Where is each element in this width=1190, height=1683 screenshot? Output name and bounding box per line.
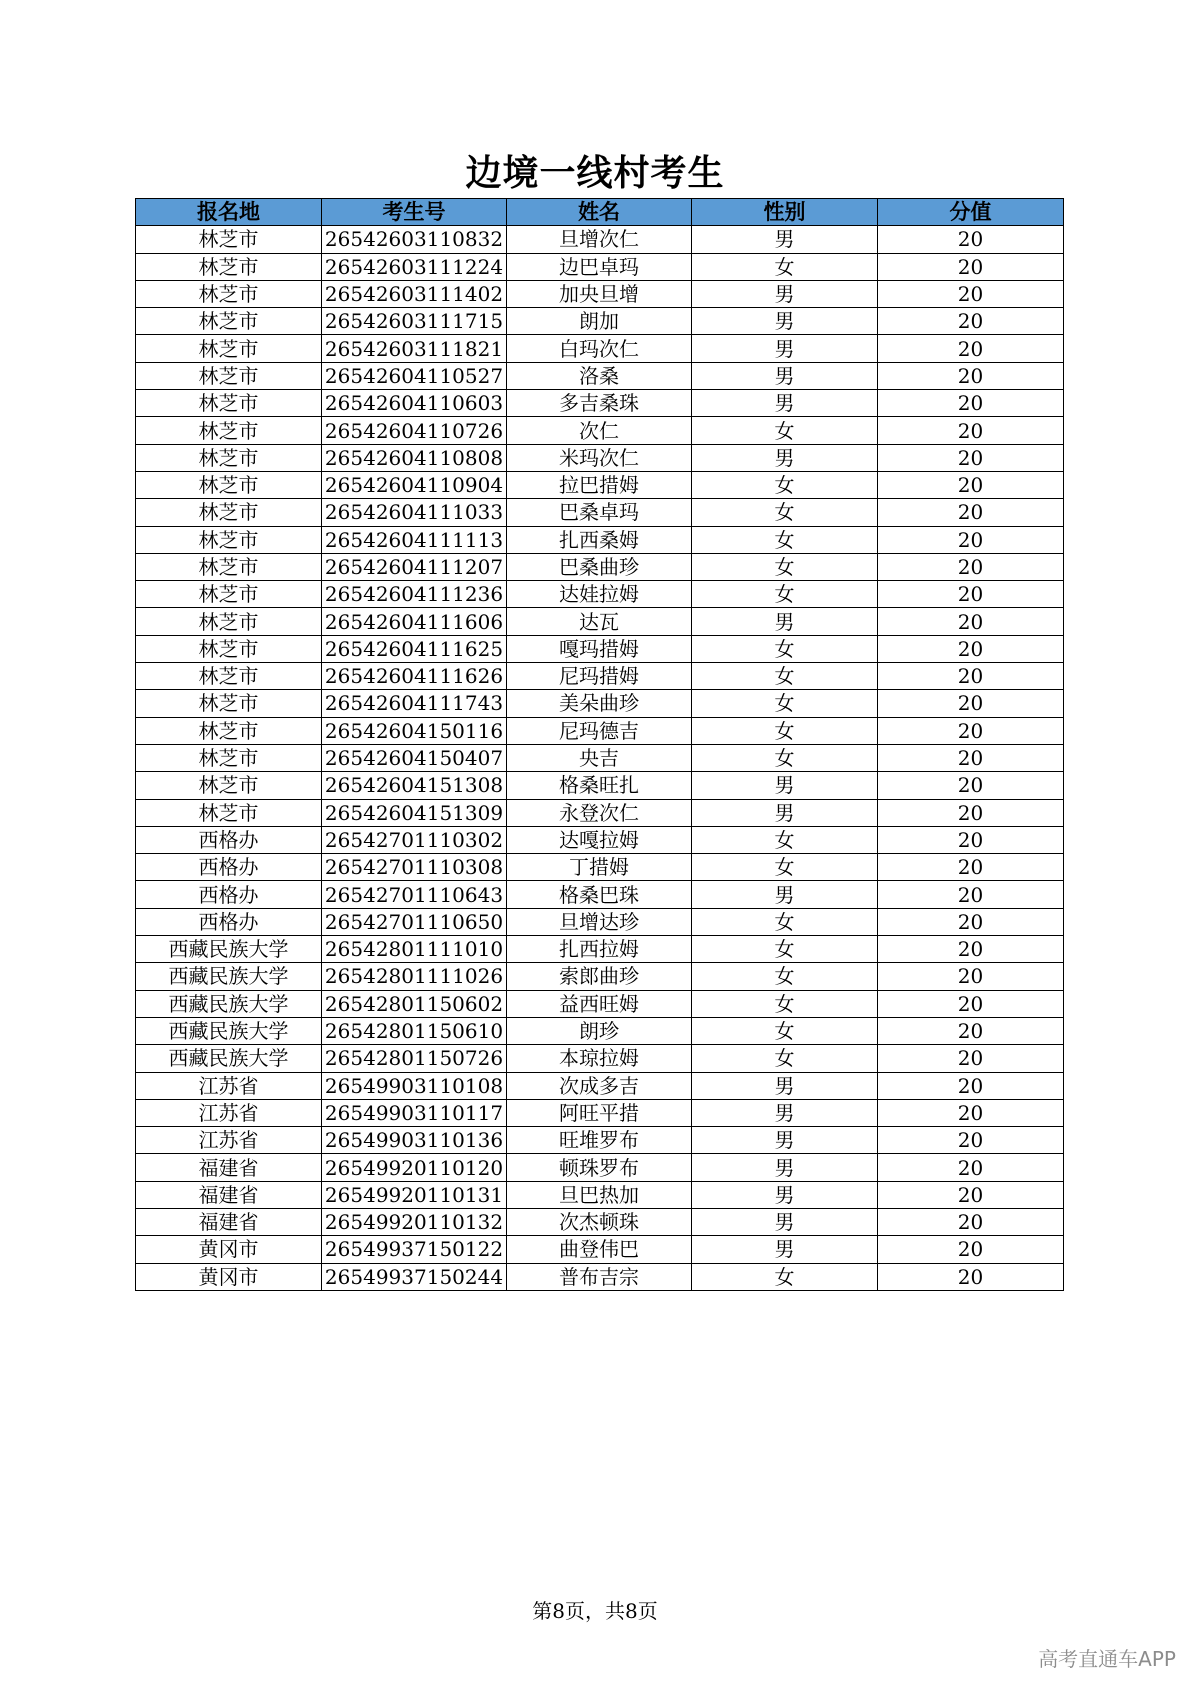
cell-gender: 女 [692,936,878,963]
table-row [136,826,1064,853]
cell-score: 20 [878,362,1064,389]
table-row [136,936,1064,963]
cell-registration-place: 福建省 [136,1181,322,1208]
table-row [136,1099,1064,1126]
cell-candidate-number: 26542604110904 [322,471,507,498]
cell-registration-place: 林芝市 [136,444,322,471]
table-row [136,963,1064,990]
cell-gender: 男 [692,608,878,635]
table-row [136,226,1064,253]
cell-registration-place: 林芝市 [136,581,322,608]
cell-name: 达嘎拉姆 [507,826,692,853]
cell-score: 20 [878,308,1064,335]
cell-gender: 女 [692,253,878,280]
cell-candidate-number: 26542701110308 [322,854,507,881]
table-row [136,608,1064,635]
cell-name: 本琼拉姆 [507,1045,692,1072]
cell-registration-place: 林芝市 [136,717,322,744]
cell-gender: 男 [692,280,878,307]
cell-name: 旦巴热加 [507,1181,692,1208]
cell-score: 20 [878,471,1064,498]
cell-gender: 女 [692,663,878,690]
cell-name: 尼玛德吉 [507,717,692,744]
table-row [136,1127,1064,1154]
cell-name: 达瓦 [507,608,692,635]
cell-candidate-number: 26542604111625 [322,635,507,662]
cell-gender: 男 [692,308,878,335]
cell-registration-place: 西藏民族大学 [136,963,322,990]
cell-registration-place: 林芝市 [136,772,322,799]
cell-registration-place: 林芝市 [136,280,322,307]
table-row [136,444,1064,471]
cell-score: 20 [878,717,1064,744]
cell-candidate-number: 26549920110120 [322,1154,507,1181]
cell-name: 朗珍 [507,1017,692,1044]
cell-score: 20 [878,936,1064,963]
cell-registration-place: 西格办 [136,908,322,935]
cell-name: 尼玛措姆 [507,663,692,690]
cell-registration-place: 黄冈市 [136,1236,322,1263]
cell-score: 20 [878,526,1064,553]
cell-score: 20 [878,444,1064,471]
cell-candidate-number: 26542603111715 [322,308,507,335]
cell-score: 20 [878,608,1064,635]
cell-score: 20 [878,226,1064,253]
cell-name: 格桑巴珠 [507,881,692,908]
cell-candidate-number: 26542604111033 [322,499,507,526]
cell-gender: 男 [692,799,878,826]
table-row [136,280,1064,307]
cell-candidate-number: 26542604111236 [322,581,507,608]
cell-gender: 男 [692,444,878,471]
cell-candidate-number: 26542604110808 [322,444,507,471]
cell-score: 20 [878,499,1064,526]
cell-gender: 女 [692,417,878,444]
cell-name: 次成多吉 [507,1072,692,1099]
cell-gender: 男 [692,1072,878,1099]
cell-name: 普布吉宗 [507,1263,692,1290]
table-row [136,908,1064,935]
cell-name: 格桑旺扎 [507,772,692,799]
page-title: 边境一线村考生 [465,152,725,194]
cell-name: 旦增次仁 [507,226,692,253]
table-row [136,663,1064,690]
cell-score: 20 [878,1208,1064,1235]
table-row [136,881,1064,908]
cell-gender: 女 [692,1045,878,1072]
cell-candidate-number: 26542604110603 [322,390,507,417]
cell-candidate-number: 26542604111207 [322,553,507,580]
cell-gender: 男 [692,226,878,253]
cell-name: 巴桑曲珍 [507,553,692,580]
table-row [136,1181,1064,1208]
cell-name: 阿旺平措 [507,1099,692,1126]
cell-gender: 男 [692,881,878,908]
cell-name: 央吉 [507,744,692,771]
table-row [136,526,1064,553]
cell-candidate-number: 26542604110527 [322,362,507,389]
cell-registration-place: 林芝市 [136,335,322,362]
table-row [136,390,1064,417]
cell-gender: 女 [692,990,878,1017]
cell-name: 多吉桑珠 [507,390,692,417]
table-row [136,1263,1064,1290]
cell-score: 20 [878,335,1064,362]
cell-gender: 男 [692,390,878,417]
cell-gender: 男 [692,772,878,799]
cell-name: 加央旦增 [507,280,692,307]
table-row [136,253,1064,280]
cell-score: 20 [878,581,1064,608]
cell-candidate-number: 26542801111026 [322,963,507,990]
cell-registration-place: 林芝市 [136,526,322,553]
cell-gender: 女 [692,963,878,990]
cell-gender: 女 [692,553,878,580]
cell-registration-place: 福建省 [136,1154,322,1181]
table-row [136,581,1064,608]
cell-candidate-number: 26542604150116 [322,717,507,744]
cell-candidate-number: 26542604111743 [322,690,507,717]
cell-gender: 女 [692,854,878,881]
cell-score: 20 [878,963,1064,990]
cell-candidate-number: 26542603110832 [322,226,507,253]
table-body [136,226,1064,1291]
cell-candidate-number: 26549937150244 [322,1263,507,1290]
cell-candidate-number: 26542701110650 [322,908,507,935]
cell-gender: 男 [692,1181,878,1208]
cell-name: 索郎曲珍 [507,963,692,990]
cell-score: 20 [878,881,1064,908]
cell-name: 拉巴措姆 [507,471,692,498]
cell-candidate-number: 26549937150122 [322,1236,507,1263]
cell-registration-place: 西藏民族大学 [136,990,322,1017]
cell-gender: 女 [692,1263,878,1290]
cell-registration-place: 林芝市 [136,635,322,662]
cell-candidate-number: 26542604111606 [322,608,507,635]
cell-name: 益西旺姆 [507,990,692,1017]
cell-score: 20 [878,826,1064,853]
cell-score: 20 [878,772,1064,799]
cell-score: 20 [878,1099,1064,1126]
cell-name: 边巴卓玛 [507,253,692,280]
cell-candidate-number: 26549903110136 [322,1127,507,1154]
cell-candidate-number: 26549920110131 [322,1181,507,1208]
cell-gender: 男 [692,1208,878,1235]
cell-score: 20 [878,390,1064,417]
table-row [136,717,1064,744]
cell-gender: 女 [692,499,878,526]
cell-registration-place: 林芝市 [136,362,322,389]
cell-score: 20 [878,1154,1064,1181]
cell-candidate-number: 26542603111402 [322,280,507,307]
cell-registration-place: 林芝市 [136,744,322,771]
cell-score: 20 [878,553,1064,580]
cell-registration-place: 林芝市 [136,253,322,280]
cell-name: 巴桑卓玛 [507,499,692,526]
cell-registration-place: 林芝市 [136,608,322,635]
cell-score: 20 [878,1263,1064,1290]
cell-gender: 男 [692,362,878,389]
cell-name: 顿珠罗布 [507,1154,692,1181]
table-row [136,471,1064,498]
cell-registration-place: 林芝市 [136,308,322,335]
cell-candidate-number: 26549903110117 [322,1099,507,1126]
cell-score: 20 [878,799,1064,826]
table-row [136,854,1064,881]
cell-registration-place: 林芝市 [136,553,322,580]
cell-registration-place: 西格办 [136,854,322,881]
cell-score: 20 [878,253,1064,280]
cell-gender: 女 [692,717,878,744]
table-row [136,335,1064,362]
cell-candidate-number: 26542604151309 [322,799,507,826]
cell-score: 20 [878,663,1064,690]
table-row [136,499,1064,526]
cell-score: 20 [878,1236,1064,1263]
cell-registration-place: 西藏民族大学 [136,1017,322,1044]
table-row [136,1236,1064,1263]
cell-candidate-number: 26542801150610 [322,1017,507,1044]
cell-name: 丁措姆 [507,854,692,881]
cell-gender: 女 [692,1017,878,1044]
cell-candidate-number: 26542604150407 [322,744,507,771]
cell-score: 20 [878,1072,1064,1099]
cell-name: 达娃拉姆 [507,581,692,608]
cell-gender: 女 [692,471,878,498]
cell-gender: 女 [692,526,878,553]
page-number: 第8页，共8页 [532,1599,658,1623]
app-watermark: 高考直通车APP [1038,1647,1176,1671]
cell-candidate-number: 26549903110108 [322,1072,507,1099]
table-header-row [136,199,1064,226]
cell-candidate-number: 26542604151308 [322,772,507,799]
table-row [136,744,1064,771]
cell-name: 次杰顿珠 [507,1208,692,1235]
cell-name: 旦增达珍 [507,908,692,935]
cell-score: 20 [878,635,1064,662]
cell-registration-place: 西藏民族大学 [136,1045,322,1072]
cell-score: 20 [878,1017,1064,1044]
table-row [136,690,1064,717]
cell-gender: 女 [692,635,878,662]
cell-registration-place: 黄冈市 [136,1263,322,1290]
table-row [136,1208,1064,1235]
cell-gender: 男 [692,335,878,362]
cell-score: 20 [878,280,1064,307]
cell-name: 旺堆罗布 [507,1127,692,1154]
cell-registration-place: 林芝市 [136,226,322,253]
cell-registration-place: 林芝市 [136,799,322,826]
cell-candidate-number: 26542701110302 [322,826,507,853]
cell-score: 20 [878,1045,1064,1072]
cell-registration-place: 林芝市 [136,417,322,444]
cell-registration-place: 江苏省 [136,1127,322,1154]
cell-gender: 女 [692,744,878,771]
cell-name: 嘎玛措姆 [507,635,692,662]
cell-score: 20 [878,744,1064,771]
table-row [136,1072,1064,1099]
cell-name: 永登次仁 [507,799,692,826]
candidate-table [135,198,1064,1291]
cell-gender: 男 [692,1099,878,1126]
cell-gender: 男 [692,1236,878,1263]
column-header-gender: 性别 [692,199,878,226]
cell-name: 美朵曲珍 [507,690,692,717]
cell-gender: 女 [692,826,878,853]
table-row [136,772,1064,799]
cell-candidate-number: 26542801150726 [322,1045,507,1072]
cell-candidate-number: 26542603111821 [322,335,507,362]
cell-score: 20 [878,908,1064,935]
cell-candidate-number: 26542604110726 [322,417,507,444]
table-row [136,1017,1064,1044]
column-header-registration-place: 报名地 [136,199,322,226]
cell-candidate-number: 26549920110132 [322,1208,507,1235]
table-row [136,417,1064,444]
cell-score: 20 [878,990,1064,1017]
cell-candidate-number: 26542801150602 [322,990,507,1017]
cell-registration-place: 西藏民族大学 [136,936,322,963]
table-row [136,635,1064,662]
cell-registration-place: 林芝市 [136,690,322,717]
cell-registration-place: 林芝市 [136,499,322,526]
table-row [136,308,1064,335]
cell-gender: 女 [692,908,878,935]
cell-name: 白玛次仁 [507,335,692,362]
cell-registration-place: 福建省 [136,1208,322,1235]
cell-name: 曲登伟巴 [507,1236,692,1263]
cell-candidate-number: 26542603111224 [322,253,507,280]
cell-gender: 男 [692,1127,878,1154]
cell-candidate-number: 26542701110643 [322,881,507,908]
column-header-name: 姓名 [507,199,692,226]
cell-registration-place: 江苏省 [136,1099,322,1126]
cell-gender: 女 [692,581,878,608]
cell-name: 次仁 [507,417,692,444]
cell-name: 洛桑 [507,362,692,389]
column-header-candidate-number: 考生号 [322,199,507,226]
cell-score: 20 [878,854,1064,881]
table-row [136,553,1064,580]
cell-registration-place: 林芝市 [136,390,322,417]
table-row [136,990,1064,1017]
cell-score: 20 [878,1127,1064,1154]
cell-name: 扎西拉姆 [507,936,692,963]
cell-name: 扎西桑姆 [507,526,692,553]
cell-score: 20 [878,417,1064,444]
cell-candidate-number: 26542604111113 [322,526,507,553]
cell-candidate-number: 26542801111010 [322,936,507,963]
cell-gender: 女 [692,690,878,717]
cell-registration-place: 西格办 [136,826,322,853]
cell-score: 20 [878,690,1064,717]
cell-gender: 男 [692,1154,878,1181]
cell-registration-place: 林芝市 [136,471,322,498]
table-row [136,362,1064,389]
cell-registration-place: 林芝市 [136,663,322,690]
cell-registration-place: 西格办 [136,881,322,908]
cell-name: 朗加 [507,308,692,335]
cell-score: 20 [878,1181,1064,1208]
table-row [136,1154,1064,1181]
column-header-score: 分值 [878,199,1064,226]
cell-candidate-number: 26542604111626 [322,663,507,690]
cell-name: 米玛次仁 [507,444,692,471]
table-row [136,799,1064,826]
cell-registration-place: 江苏省 [136,1072,322,1099]
table-row [136,1045,1064,1072]
